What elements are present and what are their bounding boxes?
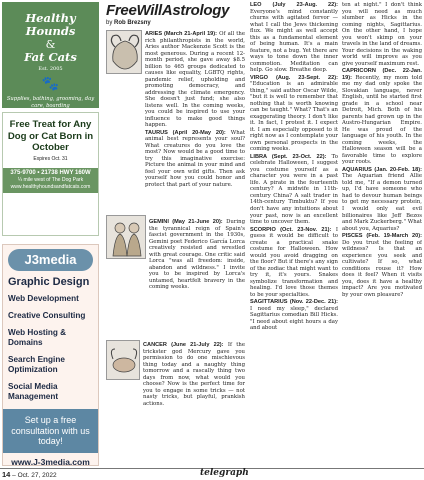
- horoscope-entry: [250, 2, 338, 74]
- horoscope-text: If the trickster god Mercury gave you permission to do one mischievous thing today and a naughty thing tomorrow and a rascally thing two days from now, what would you choose? Now is the perfect time for you to engage in some tricks — not nasty tricks, but playful, prankish actions.: [143, 342, 245, 407]
- j3-url[interactable]: www.J-3media.com: [11, 456, 90, 466]
- byline-prefix: by: [106, 20, 113, 26]
- aries-illustration: [106, 30, 142, 74]
- j3-service: Search Engine Optimization: [8, 355, 65, 374]
- ads-column: [0, 0, 101, 468]
- ad-established: Est. 2005: [38, 66, 63, 72]
- ad-title-ampersand: &: [45, 38, 56, 51]
- column-title: FreeWillAstrology: [106, 2, 230, 19]
- sign-heading: TAURUS (April 20-May 20):: [145, 129, 226, 136]
- sign-heading: LIBRA (Sept. 23-Oct. 22):: [250, 153, 327, 160]
- horoscope-text: During the tyrannical reign of Spain's fascist government in the 1930s, Gemini poet Federico García Lorca creatively resisted and wrestled with great courage. One critic said Lorca "was all freedom: inside, abandon and wildness." I invite you to be inspired by Lorca's untamed, heartfelt bravery in the coming weeks.: [149, 219, 245, 291]
- page-number: [2, 470, 57, 479]
- horoscope-text: What animal best represents your soul? What creatures do you love the most? Now would be a good time to try this imaginative exercise: Picture the animal in your mind and feel your own wild gifts. Then ask yourself how you could honor and protect that part of your nature.: [145, 129, 245, 188]
- horoscope-entry: [250, 299, 338, 332]
- horoscope-entry: [250, 227, 338, 299]
- sign-heading: CANCER (June 21-July 22):: [143, 342, 224, 348]
- horoscope-text: Of all the rich philanthropists in the world, Aries author Mackenzie Scott is the most generous. During a recent 12-month period, she gave away $8.5 billion to 465 groups dedicated to causes like equality, LGBTQ rights, pandemic relief, upholding and promoting democracy, and addressing the climate emergency. She doesn't just fund; she also listens well. In the coming weeks, you could be inspired to use your influence to make good things happen.: [145, 31, 245, 129]
- j3-logo: J3media: [8, 249, 93, 271]
- free-treat-ad[interactable]: [2, 112, 99, 236]
- j3-service: Creative Consulting: [8, 311, 86, 320]
- j3-service: Social Media Management: [8, 382, 59, 401]
- horoscope-text: ten at night." I don't think you will need as much slumber as Hicks in the coming nights, Sagittarius. On the other hand, I hope you won't skimp on your travels in the land of dreams. Your decisions in the waking world will improve as you give yourself maximum rest.: [342, 2, 422, 67]
- sign-heading: PISCES (Feb. 19-March 20):: [342, 233, 422, 240]
- horoscope-text: "Education is an admirable thing," said author Oscar Wilde, "but it is well to remember that nothing that is worth knowing can be taught." What? That's an exaggerating theory. I don't like it. In fact, I protest it. I expect it. I am especially opposed to it right now as I contemplate your own personal prospects in the coming weeks.: [250, 81, 338, 153]
- sign-heading: SCORPIO (Oct. 23-Nov. 21):: [250, 226, 332, 233]
- j3-service: Graphic Design: [8, 276, 90, 288]
- horoscope-entry: [145, 31, 245, 129]
- horoscope-column-2: [250, 2, 338, 466]
- horoscope-entry: [149, 219, 245, 291]
- horoscope-text: Do you trust the feeling of wildness? Is that an experience you seek and cultivate? If so, what conditions rouse it? How does it feel? When it visits you, does it have a healthy impact? Are you motivated by your own pleasure?: [342, 239, 422, 298]
- byline: [106, 20, 151, 26]
- horoscope-text: Recently, my mom told me my dad only spoke the Slovakian language, never English, until he started first grade in a school near Detroit, Mich. Both of his parents had grown up in the Austro-Hungarian Empire. He was proud of the language of his youth. In the coming weeks, the Halloween season will be a favorable time to explore your roots.: [342, 74, 422, 166]
- gemini-illustration: [106, 215, 146, 259]
- sign-heading: VIRGO (Aug. 23-Sept. 22):: [250, 74, 338, 81]
- j3-cta: Set up a free consultation with us today!: [3, 409, 98, 453]
- free-treat-phone: 375-9700 • 21738 HWY 160W: [10, 169, 91, 176]
- horoscope-entry: [342, 233, 422, 298]
- sign-heading: AQUARIUS (Jan. 20-Feb. 18):: [342, 166, 422, 173]
- issue-date: – Oct. 27, 2022: [12, 472, 57, 479]
- horoscope-entry: [342, 68, 422, 166]
- horoscope-column-1b: [149, 219, 245, 339]
- crab-icon: [107, 341, 140, 380]
- ad-title-line1: Healthy Hounds: [25, 11, 76, 38]
- sign-heading: ARIES (March 21-April 19):: [145, 31, 218, 37]
- horoscope-column-3: [342, 2, 422, 466]
- horoscope-entry: [145, 130, 245, 189]
- horoscope-text: I guess it would be difficult to create a practical snake costume for Halloween. How would you avoid dragging on the floor? But if there's any sign of the zodiac that might want to try it, it's yours. Snakes symbolize transformation and healing. I'd love those themes to be your specialties.: [250, 226, 338, 298]
- twins-icon: [107, 216, 146, 259]
- horoscope-text: To celebrate Halloween, I suggest you costume yourself as a character you were in a past life. A pirate in the fourteenth century? A midwife in 11th-century China? A salt trader in 14th-century Timbuktu? If you don't have any intuitions about your past, now is an excellent time to uncover them.: [250, 153, 338, 226]
- free-treat-directions: ¼ mile west of The Dog Park: [17, 176, 84, 183]
- sign-heading: LEO (July 23-Aug. 22):: [250, 2, 338, 8]
- publication-name: telegraph: [200, 468, 249, 478]
- horoscope-entry: [342, 167, 422, 232]
- horoscope-text: The Aquarian friend Allie told me, "If a demon turned up, I'd have someone who had to devour human beings to get my necessary protein, I would only eat evil billionaires like Jeff Bezos and Mark Zuckerberg." What about you, Aquarius?: [342, 173, 422, 232]
- horoscope-entry: [342, 2, 422, 67]
- sign-heading: CAPRICORN (Dec. 22-Jan. 19):: [342, 68, 422, 81]
- horoscope-entry: [143, 342, 245, 407]
- horoscope-column-1a: [145, 31, 245, 216]
- free-treat-headline: Free Treat for Any Dog or Cat Born in October: [7, 119, 94, 153]
- free-treat-website: www.healthyhoundsandfatcats.com: [10, 183, 91, 190]
- sign-heading: SAGITTARIUS (Nov. 22-Dec. 21):: [250, 299, 338, 306]
- free-treat-expiry: Expires Oct. 31: [33, 155, 68, 162]
- page-number-value: 14: [2, 470, 11, 479]
- byline-author: Rob Brezsny: [114, 20, 151, 26]
- paw-print-icon: 🐾: [41, 76, 60, 92]
- page-footer: [0, 468, 424, 480]
- horoscope-entry: [250, 75, 338, 153]
- horoscope-text: Everyone's mind constantly churns with agitated fervor — what I call the Jews thickening flux. We might as well accept this as a fundamental element of being human. It's a main feature, not a bug. Yet there are ways to tone down the inner commotion. Meditation can help. Go slow. Breathe deep.: [250, 8, 338, 74]
- sign-heading: GEMINI (May 21-June 20):: [149, 219, 223, 225]
- horoscope-text: I need my sleep," declared Sagittarius comedian Bill Hicks. "I need about eight hours a day and about: [250, 305, 338, 332]
- j3-service: Web Hosting & Domains: [8, 328, 67, 347]
- cancer-illustration: [106, 340, 140, 380]
- horoscope-entry: [250, 154, 338, 226]
- free-treat-contact: [3, 168, 98, 193]
- j3-service: Web Development: [8, 294, 79, 303]
- ad-title-line2: Fat Cats: [24, 50, 77, 64]
- healthy-hounds-ad[interactable]: [2, 2, 99, 108]
- horoscope-column-1c: [143, 342, 245, 466]
- ram-icon: [107, 31, 142, 74]
- ad-tagline: Supplies, bathing, grooming, day care, boarding: [6, 96, 95, 108]
- j3-media-ad[interactable]: [2, 244, 99, 466]
